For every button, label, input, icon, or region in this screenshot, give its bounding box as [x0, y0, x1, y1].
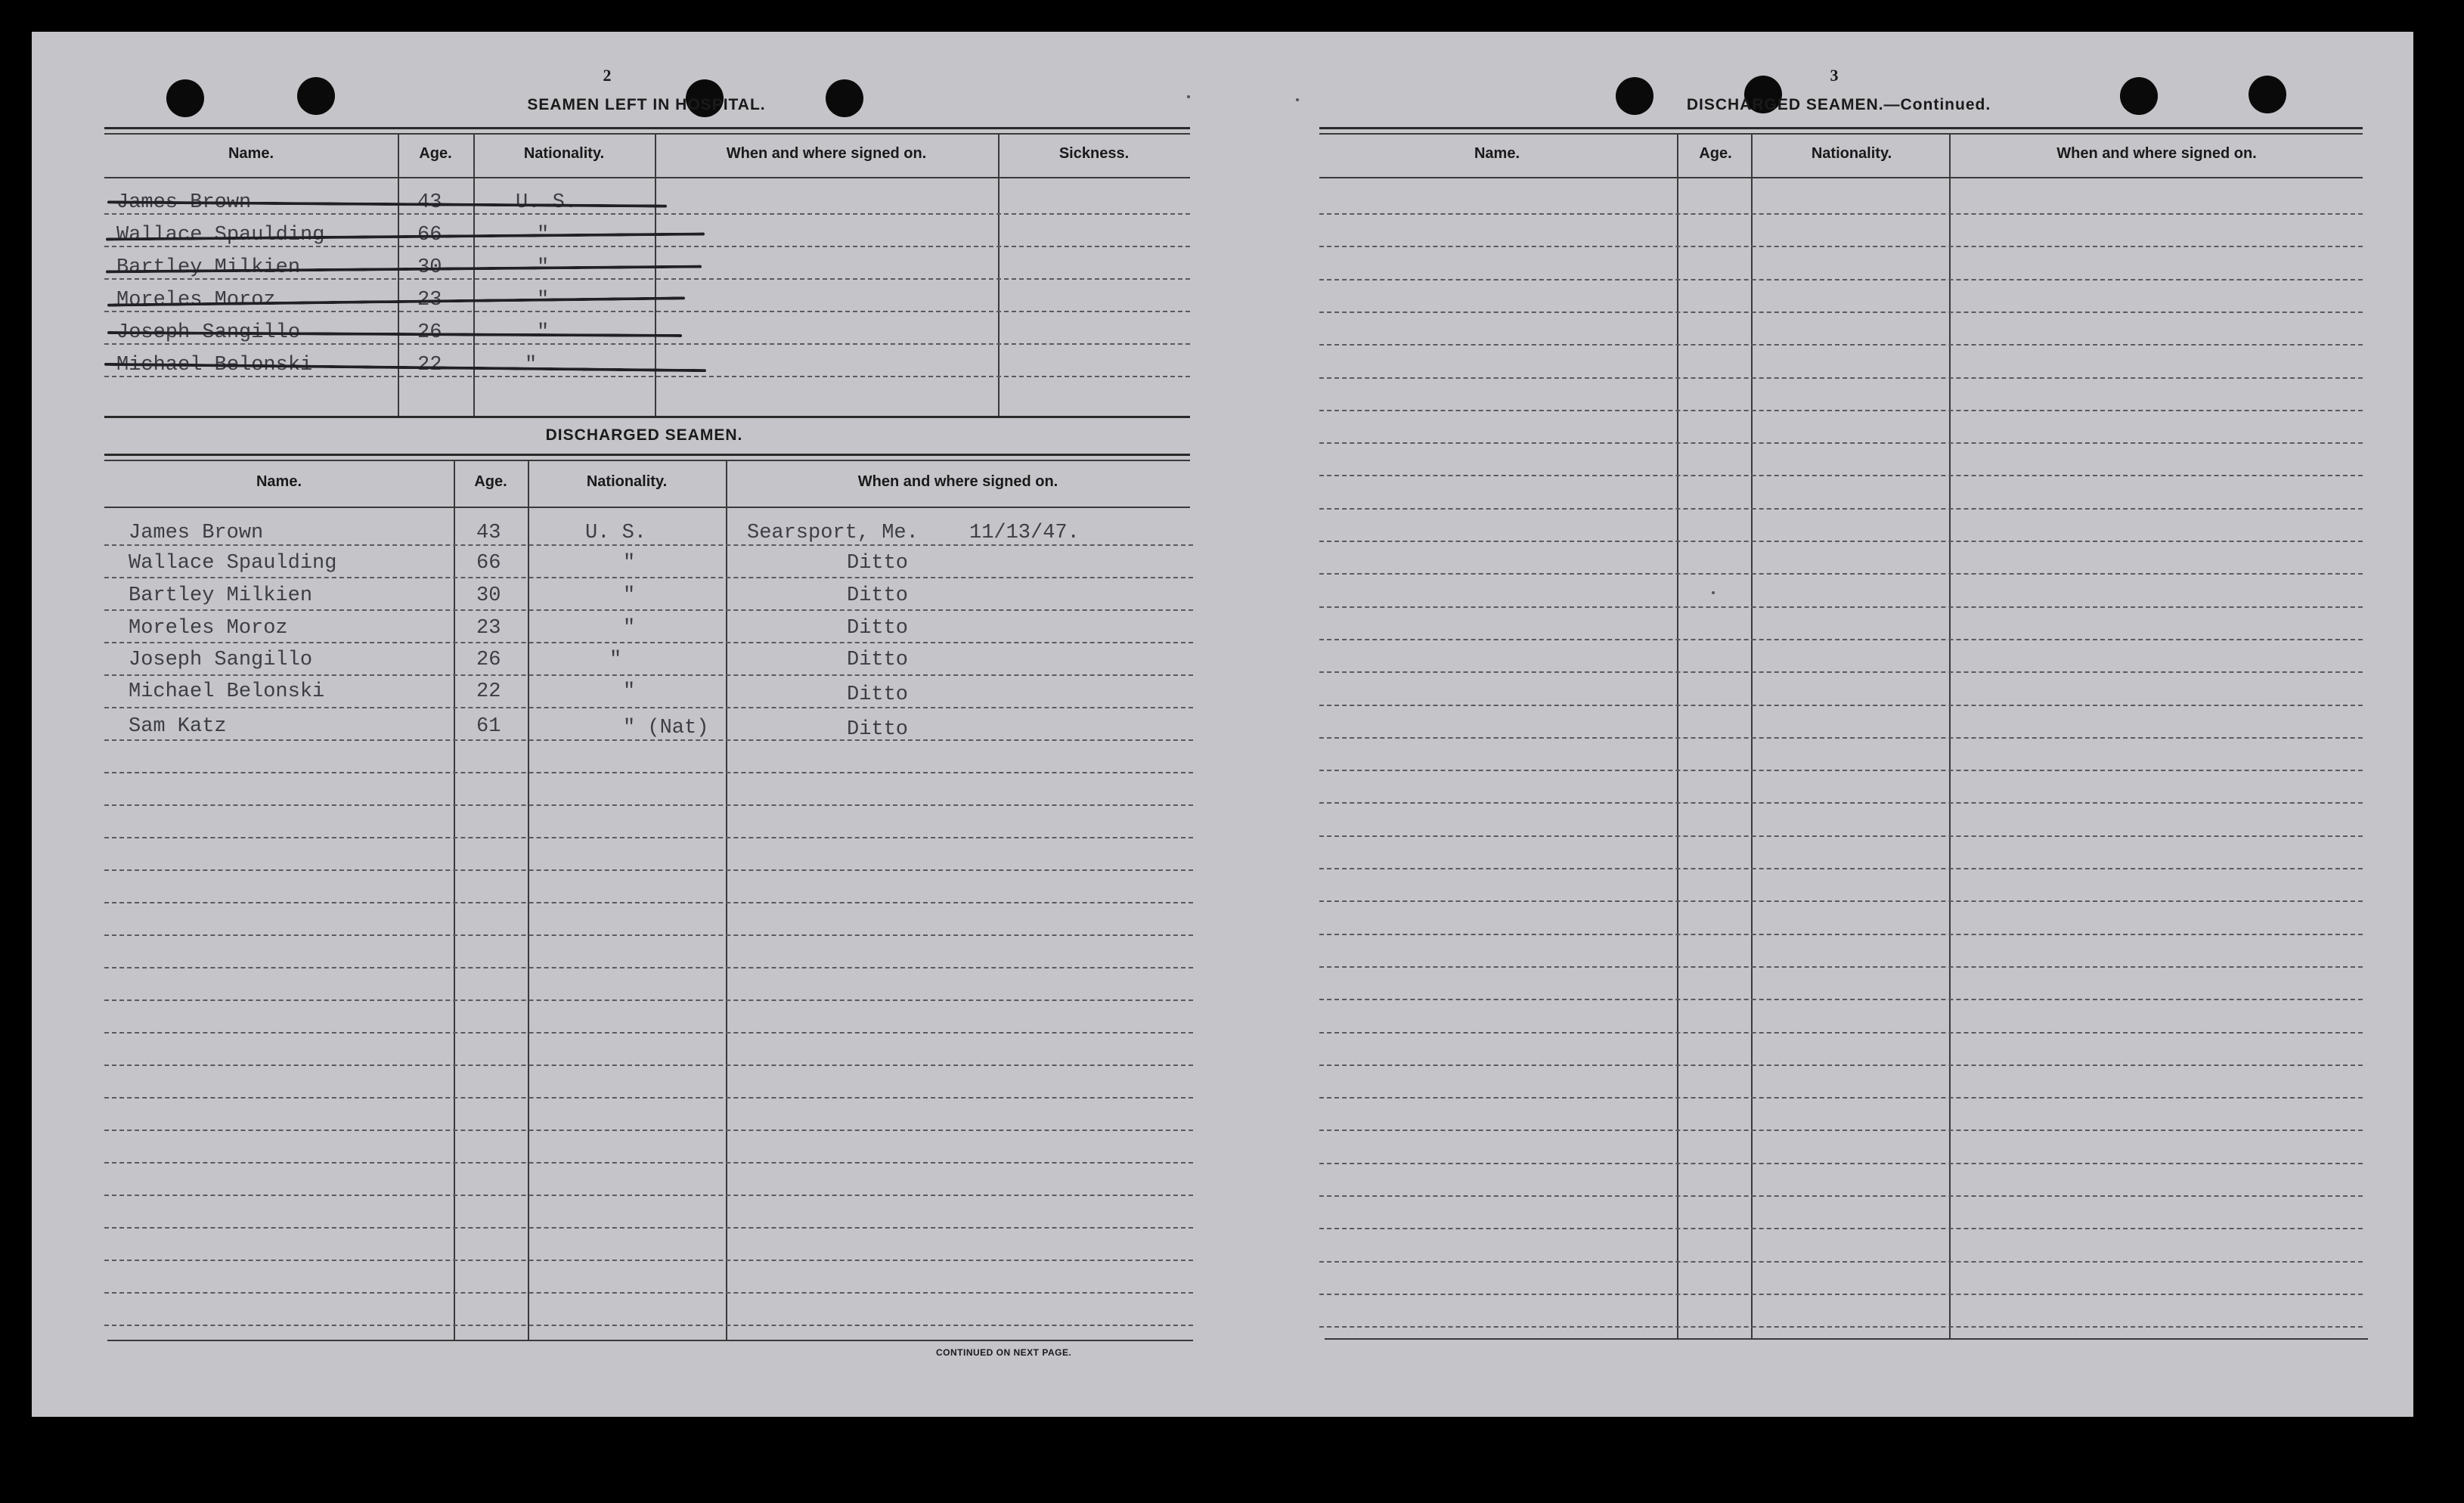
column-divider	[398, 133, 399, 416]
ruled-line	[1319, 508, 2363, 510]
discharged-row-name: Michael Belonski	[129, 680, 325, 703]
continued-footer: CONTINUED ON NEXT PAGE.	[936, 1347, 1072, 1358]
ruled-line	[1319, 934, 2363, 935]
hospital-row-age: 66	[417, 224, 442, 246]
ruled-line	[1319, 1326, 2363, 1328]
discharged-row-nationality: "	[609, 649, 622, 671]
discharged-row-name: Sam Katz	[129, 715, 227, 738]
ruled-line	[1319, 770, 2363, 771]
discharged-col-name: Name.	[256, 473, 302, 490]
punch-hole	[2120, 77, 2158, 115]
column-divider	[655, 133, 656, 416]
discharged-row-age: 26	[476, 649, 501, 671]
punch-hole	[166, 79, 204, 117]
discharged-row-date: 11/13/47.	[969, 522, 1080, 544]
hospital-row-age: 43	[417, 191, 442, 214]
ruled-line	[1319, 1032, 2363, 1034]
hospital-row-name: Bartley Milkien	[116, 256, 301, 279]
ruled-line	[104, 1064, 1193, 1066]
scan-speck	[1712, 591, 1715, 594]
ruled-line	[104, 1130, 1193, 1131]
ruled-line	[104, 934, 1193, 936]
rule	[1319, 177, 2363, 178]
ruled-line	[1319, 1097, 2363, 1099]
hospital-row-nationality: "	[525, 354, 538, 377]
column-divider	[998, 133, 1000, 416]
hospital-row-age: 26	[417, 321, 442, 344]
ruled-line	[1319, 1294, 2363, 1295]
ruled-line	[104, 1097, 1193, 1099]
ruled-line	[1319, 1064, 2363, 1066]
rule	[104, 127, 1190, 129]
rule	[104, 454, 1190, 456]
scan-speck	[1187, 95, 1190, 98]
column-divider	[528, 460, 529, 1341]
scan-speck	[1296, 98, 1299, 101]
ruled-line	[104, 1260, 1193, 1261]
discharged-row-signed-on: Ditto	[847, 718, 909, 741]
discharged-row-signed-on: Ditto	[847, 552, 909, 575]
hospital-row-nationality: "	[537, 224, 550, 246]
discharged-row-nationality: "	[623, 552, 636, 575]
discharged-row-signed-on: Ditto	[847, 617, 909, 640]
ruled-line	[1319, 1261, 2363, 1263]
rule	[1319, 133, 2363, 135]
discharged-row-signed-on: Ditto	[847, 649, 909, 671]
ruled-line	[1319, 705, 2363, 706]
hospital-row-age: 30	[417, 256, 442, 279]
ruled-line	[1319, 1163, 2363, 1164]
discharged-row-name: Bartley Milkien	[129, 584, 313, 607]
ruled-line	[104, 1292, 1193, 1294]
ruled-line	[104, 642, 1193, 643]
ruled-line	[104, 544, 1193, 546]
ruled-line	[104, 837, 1193, 838]
ruled-line	[1319, 835, 2363, 837]
page-number-right: 3	[1830, 66, 1839, 85]
ruled-line	[104, 999, 1193, 1001]
ruled-line	[104, 804, 1193, 806]
column-divider	[454, 460, 455, 1341]
discharged-continued-title: DISCHARGED SEAMEN.—Continued.	[1686, 96, 1991, 113]
punch-hole	[297, 77, 335, 115]
ruled-line	[1319, 213, 2363, 215]
continued-col-name: Name.	[1474, 145, 1520, 162]
ruled-line	[1319, 1228, 2363, 1229]
ruled-line	[104, 1325, 1193, 1326]
ruled-line	[104, 1032, 1193, 1034]
rule	[104, 133, 1190, 135]
discharged-row-name: Joseph Sangillo	[129, 649, 313, 671]
discharged-row-nationality: " (Nat)	[623, 717, 709, 739]
discharged-row-name: Wallace Spaulding	[129, 552, 337, 575]
ruled-line	[1319, 279, 2363, 280]
discharged-row-name: Moreles Moroz	[129, 617, 288, 640]
hospital-col-age: Age.	[419, 145, 452, 162]
hospital-row-name: James Brown	[116, 191, 252, 214]
continued-col-nationality: Nationality.	[1811, 145, 1892, 162]
discharged-col-signed-on: When and where signed on.	[857, 473, 1058, 490]
hospital-col-sickness: Sickness.	[1058, 145, 1130, 162]
hospital-row-nationality: "	[537, 321, 550, 344]
rule	[104, 177, 1190, 178]
rule	[107, 1340, 1193, 1341]
discharged-row-signed-on: Searsport, Me.	[747, 522, 919, 544]
discharged-row-age: 43	[476, 522, 501, 544]
ruled-line	[1319, 1195, 2363, 1197]
discharged-row-age: 66	[476, 552, 501, 575]
discharged-row-nationality: "	[623, 680, 636, 703]
hospital-col-signed-on: When and where signed on.	[726, 145, 927, 162]
discharged-row-signed-on: Ditto	[847, 683, 909, 706]
ruled-line	[1319, 475, 2363, 476]
ruled-line	[1319, 900, 2363, 902]
discharged-row-age: 30	[476, 584, 501, 607]
hospital-row-age: 23	[417, 289, 442, 311]
ruled-line	[1319, 246, 2363, 247]
hospital-row-nationality: "	[537, 256, 550, 279]
ruled-line	[1319, 868, 2363, 869]
ruled-line	[1319, 606, 2363, 608]
hospital-row-nationality: "	[537, 289, 550, 311]
ruled-line	[1319, 442, 2363, 444]
ruled-line	[1319, 311, 2363, 313]
ruled-line	[104, 869, 1193, 871]
ruled-line	[1319, 966, 2363, 968]
discharged-row-signed-on: Ditto	[847, 584, 909, 607]
discharged-row-age: 22	[476, 680, 501, 703]
ruled-line	[1319, 639, 2363, 640]
rule	[1325, 1338, 2368, 1340]
discharged-row-nationality: U. S.	[585, 522, 647, 544]
ruled-line	[104, 1162, 1193, 1164]
hospital-row-name: Michael Belonski	[116, 354, 313, 377]
ruled-line	[1319, 737, 2363, 739]
hospital-section-title: SEAMEN LEFT IN HOSPITAL.	[527, 96, 766, 113]
continued-col-age: Age.	[1699, 145, 1732, 162]
discharged-row-name: James Brown	[129, 522, 264, 544]
discharged-row-nationality: "	[623, 617, 636, 640]
discharged-row-age: 61	[476, 715, 501, 738]
ruled-line	[104, 1227, 1193, 1229]
ruled-line	[1319, 802, 2363, 804]
ruled-line	[1319, 999, 2363, 1000]
rule	[104, 416, 1190, 418]
page-number-left: 2	[603, 66, 612, 85]
document-sheet	[32, 32, 2413, 1417]
ruled-line	[1319, 344, 2363, 346]
hospital-row-name: Moreles Moroz	[116, 289, 276, 311]
ruled-line	[1319, 671, 2363, 673]
rule	[104, 460, 1190, 461]
ruled-line	[104, 902, 1193, 903]
ruled-line	[1319, 1130, 2363, 1131]
hospital-col-nationality: Nationality.	[523, 145, 605, 162]
ruled-line	[104, 707, 1193, 708]
hospital-row-nationality: U. S.	[516, 191, 578, 214]
ruled-line	[104, 739, 1193, 741]
ruled-line	[104, 674, 1193, 676]
continued-col-signed-on: When and where signed on.	[2056, 145, 2257, 162]
ruled-line	[1319, 573, 2363, 575]
discharged-row-nationality: "	[623, 584, 636, 607]
hospital-row-name: Joseph Sangillo	[116, 321, 301, 344]
hospital-col-name: Name.	[228, 145, 274, 162]
hospital-row-age: 22	[417, 354, 442, 377]
punch-hole	[2249, 76, 2286, 113]
ruled-line	[104, 577, 1193, 578]
discharged-row-age: 23	[476, 617, 501, 640]
rule	[104, 507, 1190, 508]
rule	[1319, 127, 2363, 129]
ruled-line	[104, 1195, 1193, 1196]
ruled-line	[104, 213, 1190, 215]
discharged-col-nationality: Nationality.	[586, 473, 668, 490]
ruled-line	[1319, 410, 2363, 411]
ruled-line	[1319, 377, 2363, 379]
discharged-section-title: DISCHARGED SEAMEN.	[545, 426, 743, 444]
hospital-row-name: Wallace Spaulding	[116, 224, 325, 246]
ruled-line	[104, 609, 1193, 611]
ruled-line	[104, 967, 1193, 968]
column-divider	[473, 133, 475, 416]
discharged-col-age: Age.	[474, 473, 507, 490]
column-divider	[726, 460, 727, 1341]
ruled-line	[1319, 541, 2363, 542]
ruled-line	[104, 772, 1193, 773]
